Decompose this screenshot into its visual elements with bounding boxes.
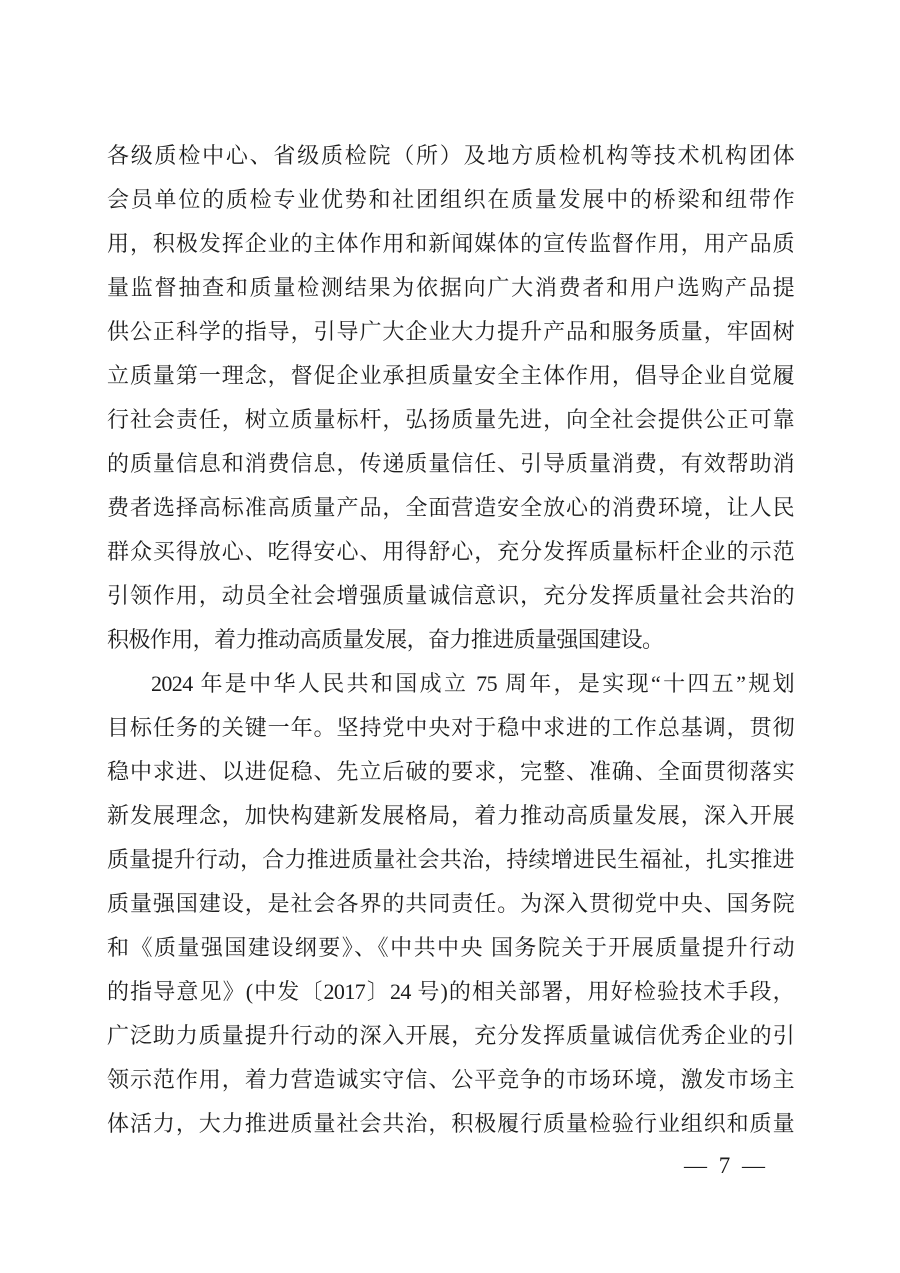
text-line: 质量提升行动，合力推进质量社会共治，持续增进民生福祉，扎实推进: [107, 847, 794, 872]
text-line: 的质量信息和消费信息，传递质量信任、引导质量消费，有效帮助消: [107, 451, 794, 476]
text-line: 质量强国建设，是社会各界的共同责任。为深入贯彻党中央、国务院: [107, 891, 794, 916]
text-block: [107, 134, 794, 1146]
text-line: 新发展理念，加快构建新发展格局，着力推动高质量发展，深入开展: [107, 803, 794, 828]
text-line: 广泛助力质量提升行动的深入开展，充分发挥质量诚信优秀企业的引: [107, 1023, 794, 1048]
text-line: 会员单位的质检专业优势和社团组织在质量发展中的桥梁和纽带作: [107, 187, 794, 212]
text-line: 群众买得放心、吃得安心、用得舒心，充分发挥质量标杆企业的示范: [107, 539, 794, 564]
text-line: 量监督抽查和质量检测结果为依据向广大消费者和用户选购产品提: [107, 275, 794, 300]
page-number: — 7 —: [684, 1153, 768, 1178]
text-line: 领示范作用，着力营造诚实守信、公平竞争的市场环境，激发市场主: [107, 1067, 794, 1092]
text-line: 用，积极发挥企业的主体作用和新闻媒体的宣传监督作用，用产品质: [107, 231, 794, 256]
text-line: 2024 年是中华人民共和国成立 75 周年，是实现“十四五”规划: [151, 671, 794, 696]
text-line: 费者选择高标准高质量产品，全面营造安全放心的消费环境，让人民: [107, 495, 794, 520]
text-line: 体活力，大力推进质量社会共治，积极履行质量检验行业组织和质量: [107, 1111, 794, 1136]
paragraph: [107, 662, 794, 1146]
text-line: 目标任务的关键一年。坚持党中央对于稳中求进的工作总基调，贯彻: [107, 715, 794, 740]
text-line: 稳中求进、以进促稳、先立后破的要求，完整、准确、全面贯彻落实: [107, 759, 794, 784]
text-line: 各级质检中心、省级质检院（所）及地方质检机构等技术机构团体: [107, 143, 794, 168]
text-line: 供公正科学的指导，引导广大企业大力提升产品和服务质量，牢固树: [107, 319, 794, 344]
paragraph: [107, 134, 794, 662]
text-line: 积极作用，着力推动高质量发展，奋力推进质量强国建设。: [107, 627, 664, 652]
text-line: 的指导意见》(中发〔2017〕24 号)的相关部署，用好检验技术手段，: [107, 979, 794, 1004]
text-line: 引领作用，动员全社会增强质量诚信意识，充分发挥质量社会共治的: [107, 583, 794, 608]
text-line: 行社会责任，树立质量标杆，弘扬质量先进，向全社会提供公正可靠: [107, 407, 794, 432]
text-line: 和《质量强国建设纲要》、《中共中央 国务院关于开展质量提升行动: [107, 935, 794, 960]
text-line: 立质量第一理念，督促企业承担质量安全主体作用，倡导企业自觉履: [107, 363, 794, 388]
